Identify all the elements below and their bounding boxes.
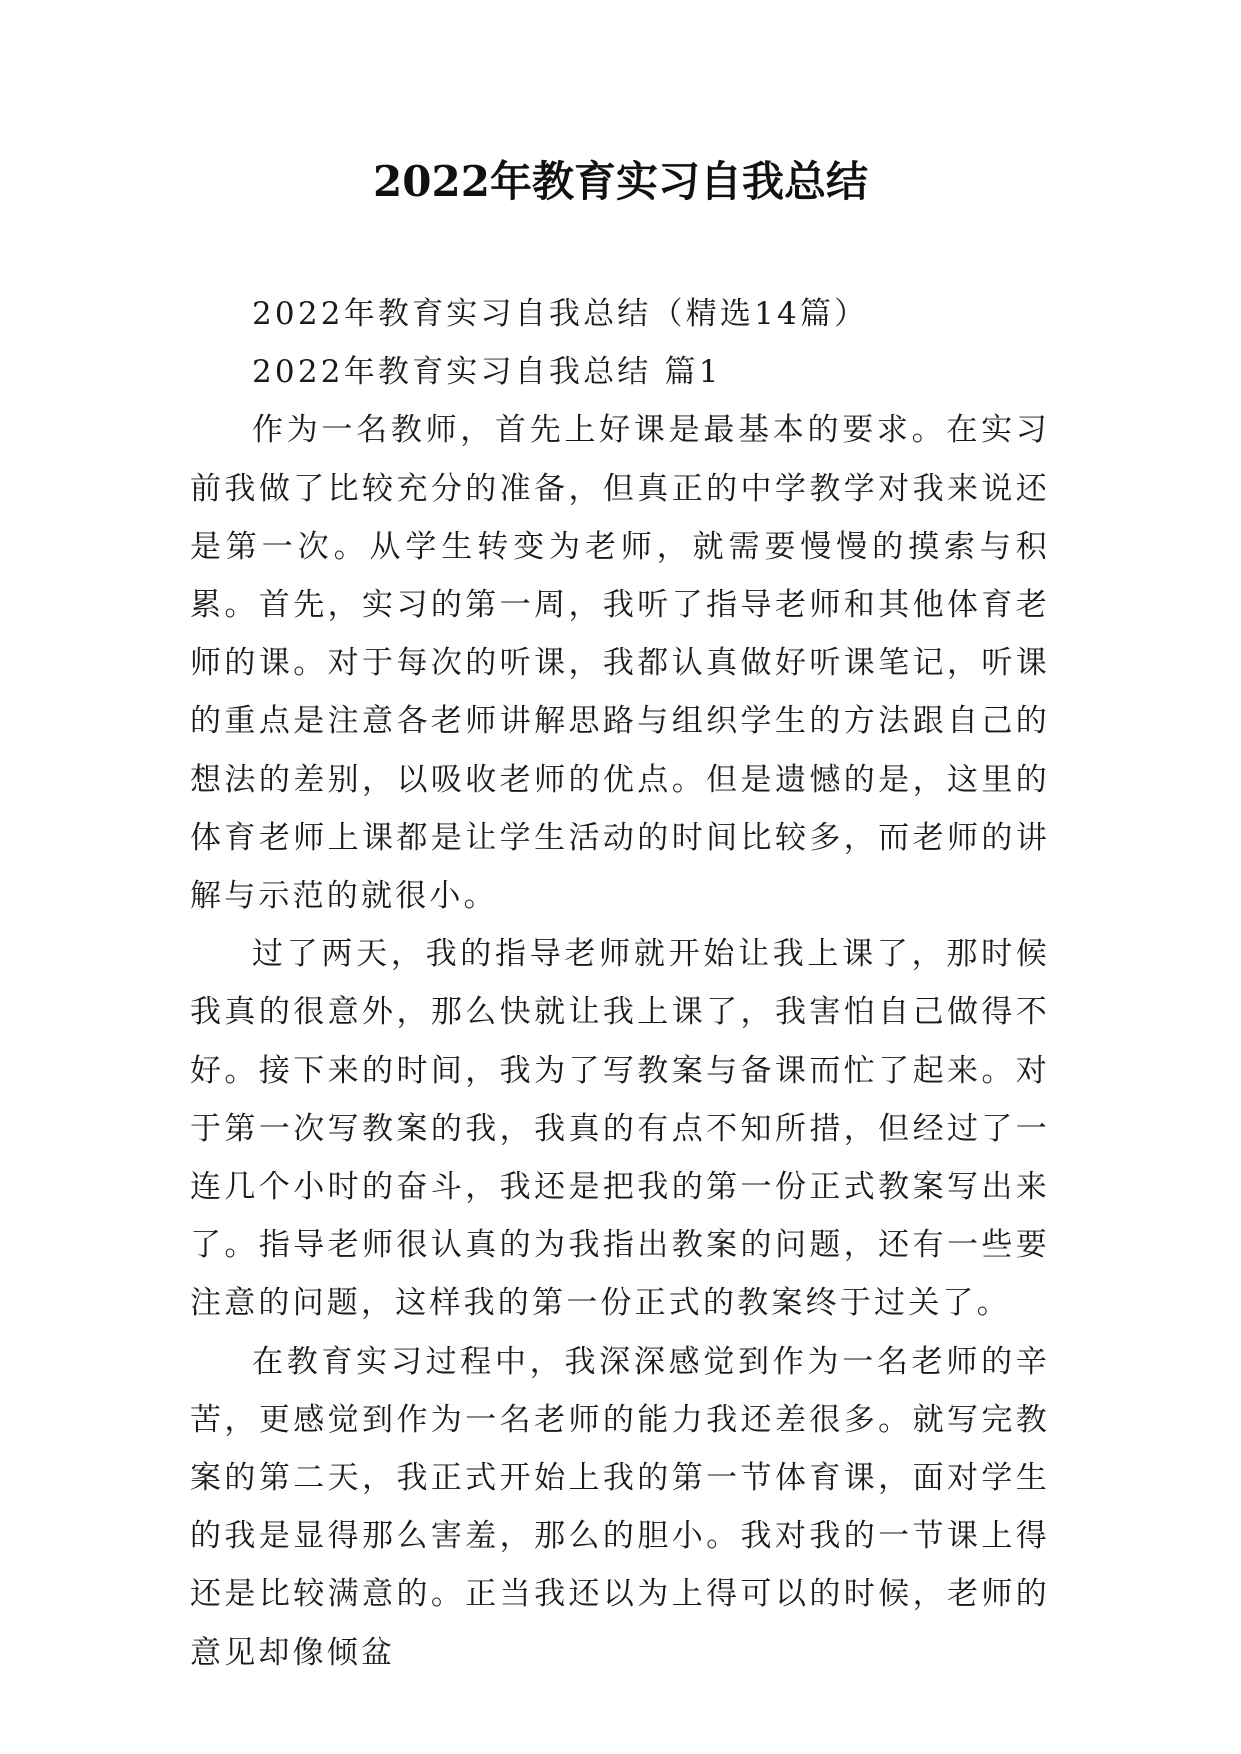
body-paragraph: 作为一名教师，首先上好课是最基本的要求。在实习前我做了比较充分的准备，但真正的中学教学对我来说还是第一次。从学生转变为老师，就需要慢慢的摸索与积累。首先，实习的第一周，我听了指导老师和其他体育老师的课。对于每次的听课，我都认真做好听课笔记，听课的重点是注意各老师讲解思路与组织学生的方法跟自己的想法的差别，以吸收老师的优点。但是遗憾的是，这里的体育老师上课都是让学生活动的时间比较多，而老师的讲解与示范的就很小。 [190, 412, 1050, 915]
body-paragraph: 过了两天，我的指导老师就开始让我上课了，那时候我真的很意外，那么快就让我上课了，我害怕自己做得不好。接下来的时间，我为了写教案与备课而忙了起来。对于第一次写教案的我，我真的有点不知所措，但经过了一连几个小时的奋斗，我还是把我的第一份正式教案写出来了。指导老师很认真的为我指出教案的问题，还有一些要注意的问题，这样我的第一份正式的教案终于过关了。 [190, 936, 1050, 1322]
body-paragraph: 在教育实习过程中，我深深感觉到作为一名老师的辛苦，更感觉到作为一名老师的能力我还差很多。就写完教案的第二天，我正式开始上我的第一节体育课，面对学生的我是显得那么害羞，那么的胆小。我对我的一节课上得还是比较满意的。正当我还以为上得可以的时候，老师的意见却像倾盆 [190, 1343, 1050, 1671]
subtitle-line: 2022年教育实习自我总结（精选14篇） [252, 296, 869, 332]
section-heading: 2022年教育实习自我总结 篇1 [252, 354, 722, 391]
document-body [190, 285, 1050, 1682]
page-title: 2022年教育实习自我总结 [373, 157, 868, 206]
